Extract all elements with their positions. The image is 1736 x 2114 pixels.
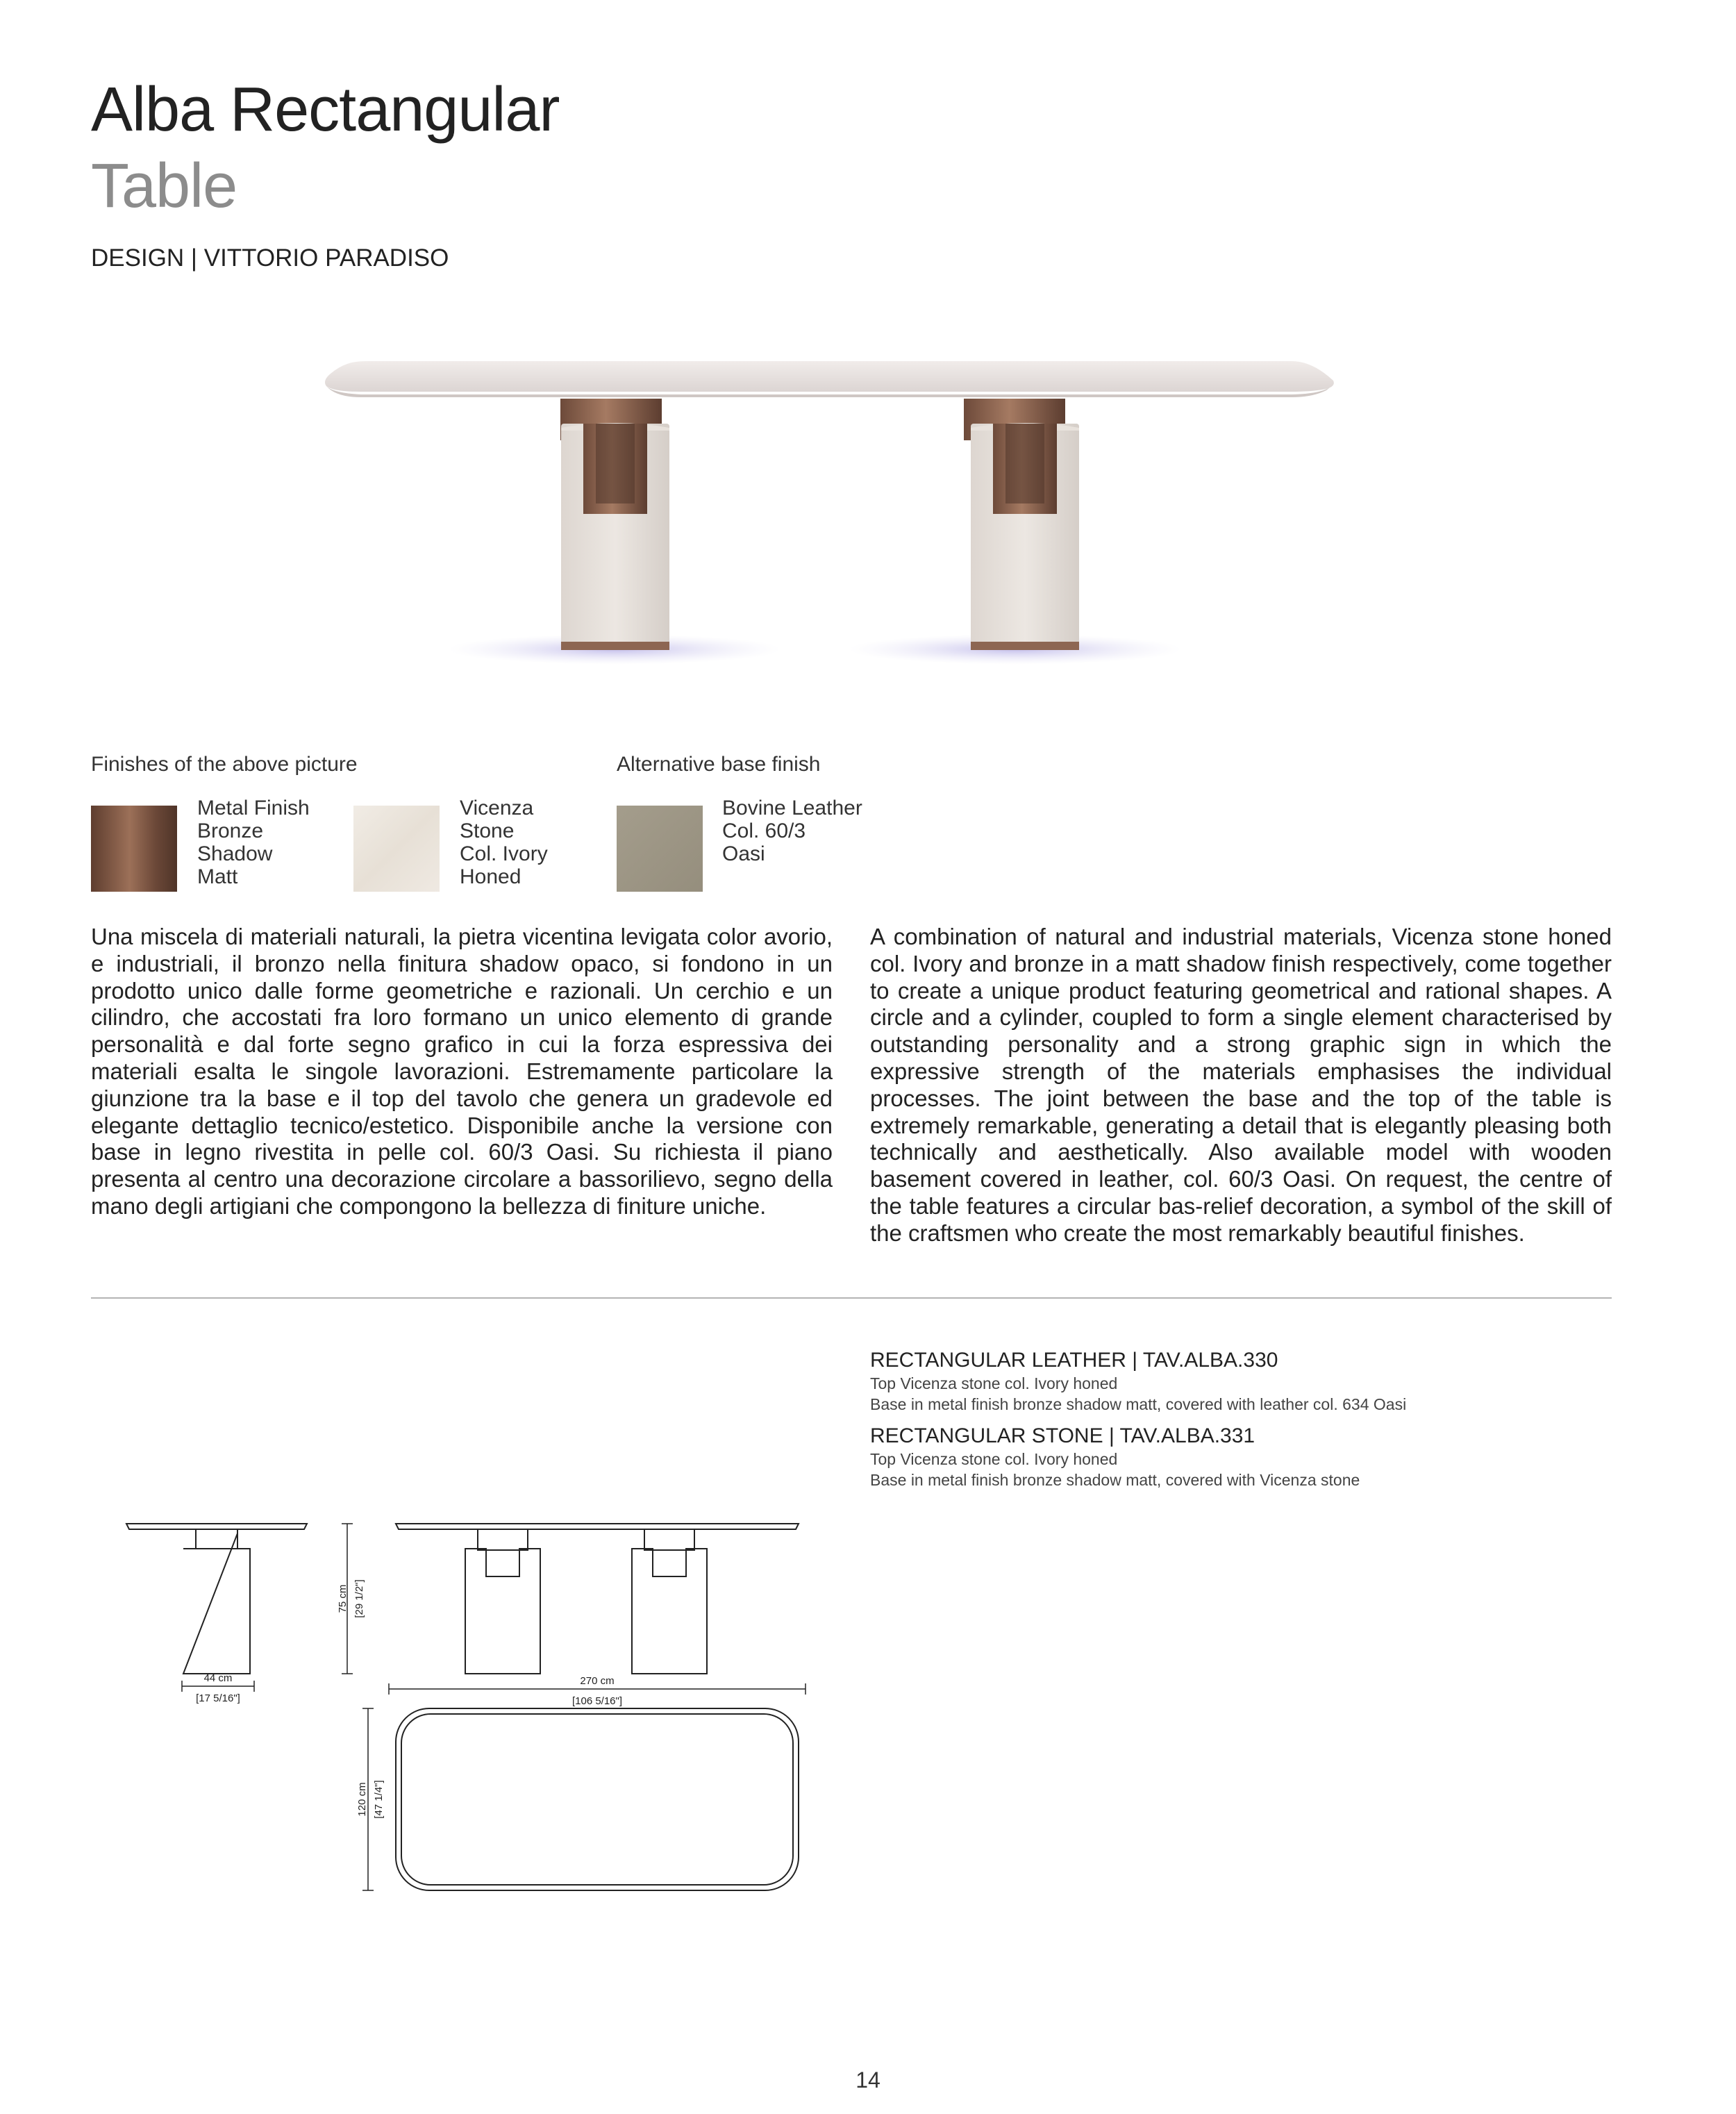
dim-height-cm: 75 cm xyxy=(337,1584,349,1613)
bronze-swatch xyxy=(91,806,177,892)
code-stone-title: RECTANGULAR STONE | TAV.ALBA.331 xyxy=(870,1424,1255,1447)
dim-length-in: [106 5/16"] xyxy=(571,1695,623,1707)
side-view-top xyxy=(126,1524,307,1529)
front-view-base-left xyxy=(465,1549,540,1674)
top-view-inner xyxy=(401,1714,793,1885)
code-stone-line-1: Top Vicenza stone col. Ivory honed xyxy=(870,1450,1118,1468)
bronze-swatch-label: Metal Finish Bronze Shadow Matt xyxy=(197,797,310,888)
alternative-finish-heading: Alternative base finish xyxy=(617,753,821,776)
dim-height-in: [29 1/2"] xyxy=(353,1579,365,1618)
top-view-outer xyxy=(396,1708,799,1890)
technical-drawing xyxy=(118,1507,826,1903)
side-view-base xyxy=(183,1533,250,1674)
dim-length-cm: 270 cm xyxy=(580,1675,615,1687)
front-view-neck-left xyxy=(478,1529,528,1550)
product-title: Alba Rectangular xyxy=(91,75,560,144)
designer-credit: DESIGN | VITTORIO PARADISO xyxy=(91,244,449,272)
front-view-base-right xyxy=(632,1549,707,1674)
leather-swatch xyxy=(617,806,703,892)
product-subtitle: Table xyxy=(91,151,237,221)
leather-swatch-label: Bovine Leather Col. 60/3 Oasi xyxy=(722,797,862,865)
description-italian: Una miscela di materiali naturali, la pietra vicentina levigata color avorio, e industriali, il bronzo nella finitura shadow opaco, si fondono in un prodotto unico dalle forme geometriche e razionali. Un cerchio e un cilindro, che accostati fra loro formano un unico elemento di grande personalità e dal forte segno grafico in cui la forza espressiva dei materiali esalta le singole lavorazioni. Estremamente particolare la giunzione tra la base e il top del tavolo che genera un gradevole ed elegante dettaglio tecnico/estetico. Disponibile anche la versione con base in legno rivestita in pelle col. 60/3 Oasi. Su richiesta il piano presenta al centro una decorazione circolare a bassorilievo, segno della mano degli artigiani che compongono la bellezza di finiture uniche. xyxy=(91,924,833,1219)
ivory-stone-swatch-label: Vicenza Stone Col. Ivory Honed xyxy=(460,797,548,888)
code-leather-line-2: Base in metal finish bronze shadow matt, covered with leather col. 634 Oasi xyxy=(870,1395,1407,1413)
ivory-stone-swatch xyxy=(353,806,440,892)
dim-depth-in: [17 5/16"] xyxy=(196,1692,240,1704)
front-view-top xyxy=(396,1524,799,1529)
finishes-heading: Finishes of the above picture xyxy=(91,753,358,776)
description-english: A combination of natural and industrial materials, Vicenza stone honed col. Ivory and bronze in a matt shadow finish respectively, come together to create a unique product featuring geometrical and rational shapes. A circle and a cylinder, coupled to form a single element characterised by outstanding personality and a strong graphic sign in which the expressive strength of the materials emphasises the individual processes. The joint between the base and the top of the table is extremely remarkable, generating a detail that is elegantly pleasing both technically and aesthetically. Also available model with wooden basement covered in leather, col. 60/3 Oasi. On request, the centre of the table features a circular bas-relief decoration, a symbol of the skill of the craftsmen who create the most remarkably beautiful finishes. xyxy=(870,924,1612,1246)
code-leather-title: RECTANGULAR LEATHER | TAV.ALBA.330 xyxy=(870,1349,1278,1372)
table-photo xyxy=(306,340,1375,701)
section-divider xyxy=(91,1297,1612,1299)
dim-width-cm: 120 cm xyxy=(356,1782,368,1817)
dim-width-in: [47 1/4"] xyxy=(373,1780,385,1819)
side-view-neck xyxy=(196,1529,237,1549)
page-number: 14 xyxy=(856,2067,880,2092)
code-stone-line-2: Base in metal finish bronze shadow matt, covered with Vicenza stone xyxy=(870,1471,1360,1489)
front-view-neck-right xyxy=(644,1529,694,1550)
code-leather-line-1: Top Vicenza stone col. Ivory honed xyxy=(870,1374,1118,1392)
dim-depth-cm: 44 cm xyxy=(203,1672,233,1684)
